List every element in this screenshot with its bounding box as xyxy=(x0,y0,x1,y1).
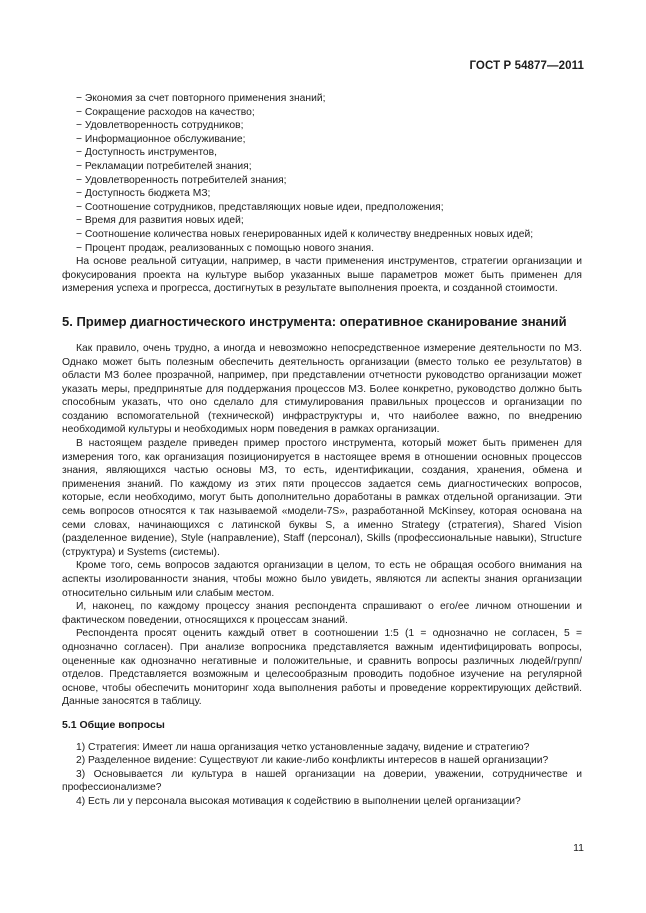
list-item: − Доступность инструментов, xyxy=(62,146,582,160)
question-item: 1) Стратегия: Имеет ли наша организация четко установленные задачу, видение и стратегию? xyxy=(76,741,530,753)
paragraph-rating-scale: Респондента просят оценить каждый ответ в соотношении 1:5 (1 = однозначно не согласен, 5 = однозначно согласен). При анализе вопросника представляется важным идентифицировать вопросы, оцененные как однозначно негативные и положительные, и сравнить вопросы различных людей/групп/отделов. Представляется возможным и целесообразным проводить подобное изучение на регулярной основе, чтобы обеспечить мониторинг хода выполнения работы и проведение корректирующих действий. Данные заносятся в таблицу. xyxy=(62,628,582,708)
paragraph-general-questions: Кроме того, семь вопросов задаются организации в целом, то есть не обращая особого внимания на аспекты изолированности знания, чтобы можно было увидеть, являются ли аспекты знания организации относительно сильным или слабым местом. xyxy=(62,560,582,599)
page-number: 11 xyxy=(573,842,584,854)
list-item: − Время для развития новых идей; xyxy=(62,214,582,228)
list-item: − Удовлетворенность потребителей знания; xyxy=(62,174,582,188)
paragraph-tool-description: В настоящем разделе приведен пример простого инструмента, который может быть применен для измерения того, как организация позиционируется в настоящее время в отношении основных процессов знания, являющихся частью основы МЗ, то есть, идентификации, создания, хранения, обмена и применения знаний. По каждому из этих пяти процессов задается семь диагностических вопросов, которые, если необходимо, могут быть дополнительно доработаны в рамках отдельной организации. Эти семь вопросов относятся к так называемой «модели-7S», разработанной McKinsey, которая основана на семи словах, начинающихся с латинской буквы S, а именно Strategy (стратегия), Shared Vision (разделенное видение), Style (направление), Staff (персонал), Skills (профессиональные навыки), Structure (структура) и Systems (системы). xyxy=(62,438,582,558)
question-item: 3) Основывается ли культура в нашей организации на доверии, уважении, сотрудничестве и профессионализме? xyxy=(62,768,582,794)
list-item: − Соотношение количества новых генерированных идей к количеству внедренных новых идей; xyxy=(62,228,582,242)
subsection-5-1-title: 5.1 Общие вопросы xyxy=(62,718,165,731)
question-list xyxy=(62,741,582,809)
document-id-header: ГОСТ Р 54877—2011 xyxy=(469,60,584,72)
list-item: − Соотношение сотрудников, представляющих новые идеи, предположения; xyxy=(62,201,582,215)
question-item: 4) Есть ли у персонала высокая мотивация к содействию в выполнении целей организации? xyxy=(76,795,521,807)
list-item: − Доступность бюджета МЗ; xyxy=(62,187,582,201)
parameter-list xyxy=(62,92,582,255)
list-item: − Информационное обслуживание; xyxy=(62,133,582,147)
page-content xyxy=(62,92,582,809)
paragraph-parameters-usage: На основе реальной ситуации, например, в части применения инструментов, стратегии организации и фокусирования проекта на культуре выбор указанных выше параметров может быть применен для измерения успеха и прогресса, достигнутых в результате выполнения проекта, и созданной стоимости. xyxy=(62,256,582,295)
list-item: − Экономия за счет повторного применения знаний; xyxy=(62,92,582,106)
list-item: − Процент продаж, реализованных с помощью нового знания. xyxy=(62,242,582,256)
paragraph-personal-attitude: И, наконец, по каждому процессу знания респондента спрашивают о его/ее личном отношении и фактическом поведении, относящихся к процессам знаний. xyxy=(62,601,582,626)
paragraph-measurement: Как правило, очень трудно, а иногда и невозможно непосредственное измерение деятельности по МЗ. Однако может быть полезным обеспечить деятельность организации (вместо только ее результатов) в области МЗ более прозрачной, например, при представлении отчетности руководство организации может указать меры, предпринятые для поддержания процессов МЗ. Более конкретно, руководство должно быть способным указать, что оно сделало для стимулирования правильных процессов и организации по созданию вспомогательной (технической) инфраструктуры и, что наиболее важно, по внедрению необходимой культуры и необходимых норм поведения в рамках организации. xyxy=(62,342,582,436)
list-item: − Сокращение расходов на качество; xyxy=(62,106,582,120)
question-item: 2) Разделенное видение: Существуют ли какие-либо конфликты интересов в нашей организации? xyxy=(76,755,549,767)
list-item: − Удовлетворенность сотрудников; xyxy=(62,119,582,133)
list-item: − Рекламации потребителей знания; xyxy=(62,160,582,174)
section-5-title: 5. Пример диагностического инструмента: оперативное сканирование знаний xyxy=(62,313,567,329)
